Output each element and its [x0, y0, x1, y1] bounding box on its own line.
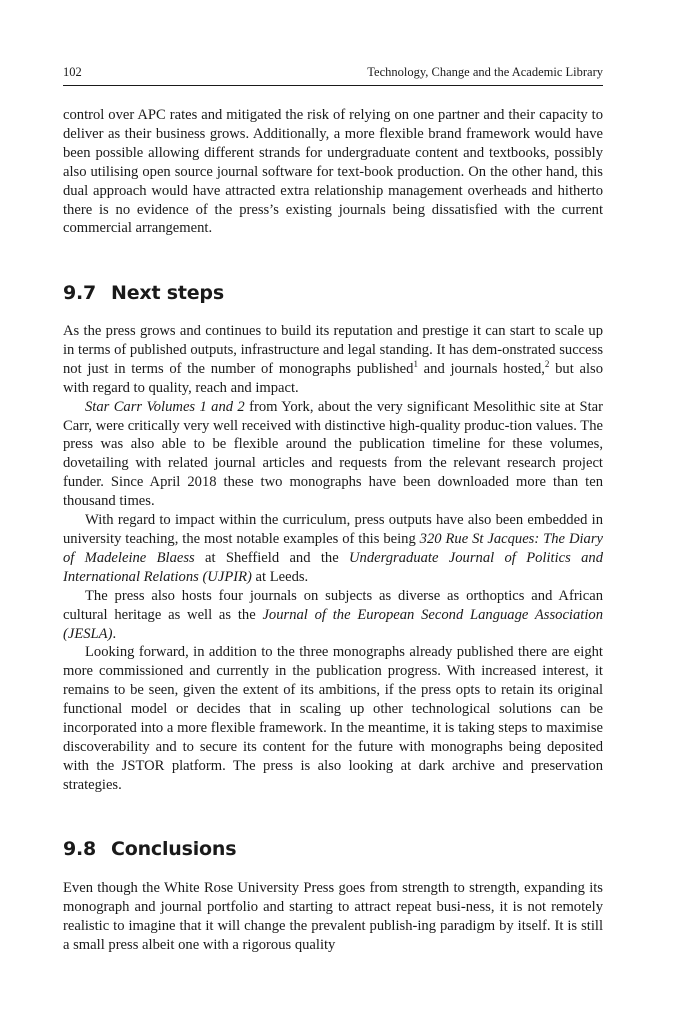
section-number: 9.7 [63, 282, 97, 304]
paragraph [63, 398, 603, 511]
header-rule [63, 85, 603, 86]
paragraph: Looking forward, in addition to the three monographs already published there are eight more commissioned and currently in the publication progress. With increased interest, it remains to be seen, given the extent of its ambitions, if the press opts to retain its original functional model or decides that in scaling up other technological solutions can be incorporated into a more flexible framework. In the meantime, it is taking steps to maximise discoverability and to secure its content for the future with monographs being deposited with the JSTOR platform. The press is also looking at dark archive and preservation strategies. [63, 644, 603, 793]
intro-paragraph-block [63, 106, 603, 238]
text-run: but also with regard to quality, reach and impact. [63, 360, 603, 396]
running-head [63, 64, 603, 84]
paragraph [63, 511, 603, 587]
text-run: at Leeds. [251, 568, 309, 585]
footnote-marker[interactable]: 2 [544, 358, 550, 369]
journal-title: Undergraduate Journal of Politics and International Relations (UJPIR) [63, 549, 604, 585]
book-page [63, 0, 603, 1024]
paragraph [63, 587, 603, 644]
next-steps-body [63, 322, 603, 795]
running-title: Technology, Change and the Academic Library [367, 65, 603, 79]
footnote-marker[interactable]: 1 [413, 358, 418, 369]
text-run: at Sheffield and the [194, 549, 350, 566]
text-run: from York, about the very significant Mesolithic site at Star Carr, were critically very well received with distinctive high-quality produc-tion values. The press was also able to be flexible around the publication timeline for these volumes, dovetailing with related journal articles and requests from the relevant research project funder. Since April 2018 these two monographs have been downloaded more than ten thousand times. [63, 398, 603, 510]
intro-paragraph: control over APC rates and mitigated the risk of relying on one partner and their capacity to deliver as their business grows. Additionally, a more flexible brand framework would have been possible allowing different strands for undergraduate content and textbooks, possibly also utilising open source journal software for text-book production. On the other hand, this dual approach would have attracted extra relationship management overheads and hitherto there is no evidence of the press’s existing journals being dissatisfied with the current commercial arrangement. [63, 107, 603, 237]
paragraph: Even though the White Rose University Press goes from strength to strength, expanding its monograph and journal portfolio and starting to attract repeat busi-ness, it is not remotely realistic to imagine that it will change the prevalent publish-ing paradigm by itself. It is still a small press albeit one with a rigorous quality [63, 880, 603, 953]
section-number: 9.8 [63, 838, 97, 860]
paragraph [63, 322, 603, 398]
journal-title: Journal of the European Second Language Association (JESLA) [63, 606, 603, 642]
text-run: and journals hosted, [417, 360, 545, 377]
text-run: With regard to impact within the curriculum, press outputs have also been embedded in university teaching, the most notable examples of this being [63, 512, 603, 547]
section-title: Conclusions [111, 838, 237, 860]
text-run: The press also hosts four journals on subjects as diverse as orthoptics and African cultural heritage as well as the [63, 587, 603, 623]
section-heading-conclusions [63, 837, 236, 861]
section-title: Next steps [111, 282, 224, 304]
book-title: 320 Rue St Jacques: The Diary of Madeleine Blaess [63, 530, 603, 566]
book-title: Star Carr Volumes 1 and 2 [85, 398, 245, 415]
page-number: 102 [63, 65, 82, 79]
conclusions-body [63, 879, 603, 955]
section-heading-next-steps [63, 281, 224, 305]
text-run: As the press grows and continues to build its reputation and prestige it can start to scale up in terms of published outputs, infrastructure and legal standing. It has dem-onstrated success not just in terms of the number of monographs published [63, 323, 603, 377]
text-run: . [112, 625, 117, 642]
